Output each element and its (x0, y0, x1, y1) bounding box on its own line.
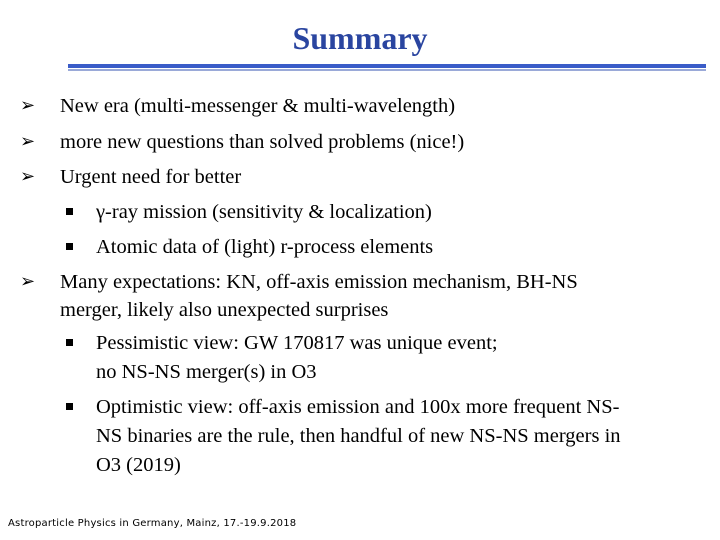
sub-bullet-text: Optimistic view: off-axis emission and 100x more frequent NS- (96, 396, 620, 418)
sub-bullet-text-continued: O3 (2019) (96, 454, 181, 476)
arrow-bullet-icon: ➢ (20, 131, 36, 152)
slide-footer: Astroparticle Physics in Germany, Mainz, 17.-19.9.2018 (8, 518, 297, 529)
slide-title: Summary (292, 20, 428, 56)
sub-bullet-text: γ-ray mission (sensitivity & localization) (96, 201, 432, 223)
square-bullet-icon (66, 208, 73, 215)
bullet-text: Urgent need for better (60, 166, 242, 188)
title-divider (68, 64, 706, 68)
bullet-text-continued: merger, likely also unexpected surprises (60, 299, 389, 321)
square-bullet-icon (66, 403, 73, 410)
title-divider-shadow (68, 69, 706, 71)
sub-bullet-text-continued: NS binaries are the rule, then handful of new NS-NS mergers in (96, 425, 621, 447)
arrow-bullet-icon: ➢ (20, 166, 36, 187)
bullet-text: New era (multi-messenger & multi-wavelength) (60, 95, 456, 117)
bullet-text: Many expectations: KN, off-axis emission mechanism, BH-NS (60, 271, 578, 293)
square-bullet-icon (66, 243, 73, 250)
sub-bullet-text: Atomic data of (light) r-process elements (96, 236, 434, 258)
arrow-bullet-icon: ➢ (20, 271, 36, 292)
sub-bullet-text-continued: no NS-NS merger(s) in O3 (96, 361, 317, 383)
bullet-text: more new questions than solved problems (nice!) (60, 131, 465, 153)
square-bullet-icon (66, 339, 73, 346)
arrow-bullet-icon: ➢ (20, 95, 36, 116)
sub-bullet-text: Pessimistic view: GW 170817 was unique event; (96, 332, 498, 354)
